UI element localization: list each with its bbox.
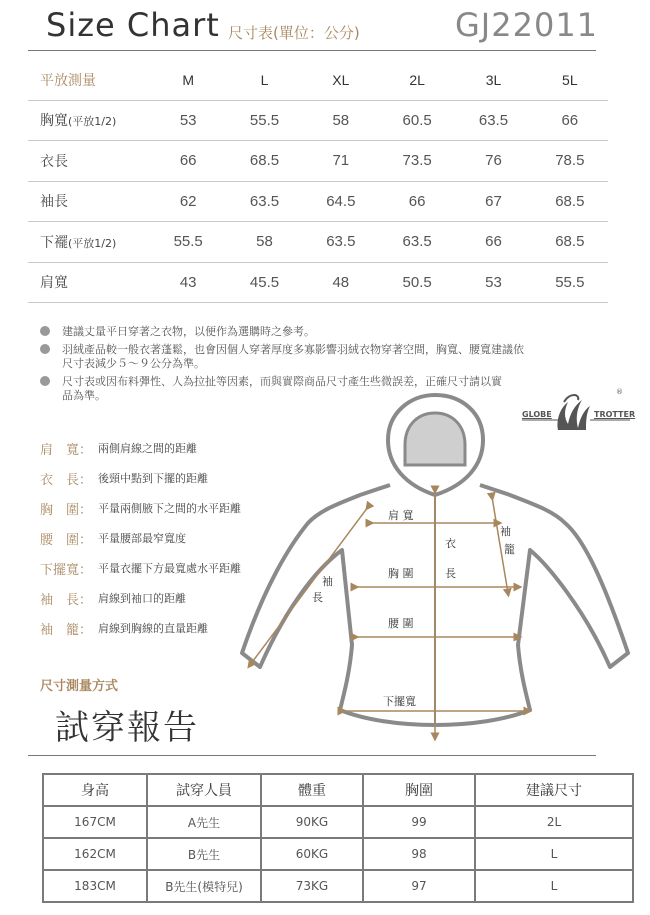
cell: 63.5 bbox=[303, 222, 379, 263]
header-divider bbox=[28, 50, 596, 51]
cell: 53 bbox=[455, 262, 531, 303]
sleeve-label-2: 長 bbox=[312, 591, 323, 604]
definition-term: 肩 寬： bbox=[40, 442, 93, 458]
cell: 76 bbox=[455, 141, 531, 182]
cell: 71 bbox=[303, 141, 379, 182]
note-text: 羽絨產品較一般衣著蓬鬆，也會因個人穿著厚度多寡影響羽絨衣物穿著空間，胸寬、腰寬建議依尺寸表減少５～９公分為準。 bbox=[62, 343, 524, 370]
brand-left: GLOBE bbox=[522, 410, 552, 419]
definition-item bbox=[40, 583, 241, 613]
cell: 68.5 bbox=[532, 222, 608, 263]
row-label-note: (平放1/2) bbox=[68, 236, 117, 250]
definition-term: 衣 長： bbox=[40, 472, 93, 488]
fit-cell: 167CM bbox=[43, 806, 147, 838]
fit-table-header bbox=[43, 774, 633, 806]
bullet-icon bbox=[40, 376, 50, 386]
definition-term: 袖 籠： bbox=[40, 622, 93, 638]
definition-item bbox=[40, 493, 241, 523]
cell: 60.5 bbox=[379, 100, 455, 141]
waist-label: 腰 圍 bbox=[388, 617, 414, 630]
cell: 58 bbox=[303, 100, 379, 141]
definition-term: 腰 圍： bbox=[40, 532, 93, 548]
note-item bbox=[40, 325, 530, 339]
fit-cell: L bbox=[475, 838, 633, 870]
table-row bbox=[43, 870, 633, 902]
diagram-labels bbox=[312, 508, 515, 708]
note-text: 尺寸表或因布料彈性、人為拉扯等因素，而與實際商品尺寸產生些微誤差，正確尺寸請以實品為準。 bbox=[62, 375, 502, 402]
row-label-text: 袖長 bbox=[40, 194, 68, 211]
row-label-text: 衣長 bbox=[40, 153, 68, 170]
definition-desc: 平量衣擺下方最寬處水平距離 bbox=[98, 562, 241, 575]
fit-cell: 99 bbox=[363, 806, 475, 838]
cell: 66 bbox=[532, 100, 608, 141]
table-row bbox=[43, 806, 633, 838]
note-text: 建議丈量平日穿著之衣物，以便作為選購時之參考。 bbox=[62, 325, 315, 338]
cell: 43 bbox=[150, 262, 226, 303]
row-label bbox=[28, 222, 150, 263]
length-label-1: 衣 bbox=[445, 537, 456, 550]
fit-report-title: 試穿報告 bbox=[55, 708, 199, 748]
size-col: 2L bbox=[379, 60, 455, 100]
fit-header-cell: 試穿人員 bbox=[147, 774, 261, 806]
fit-cell: 2L bbox=[475, 806, 633, 838]
definition-item bbox=[40, 553, 241, 583]
cell: 58 bbox=[226, 222, 302, 263]
size-col: XL bbox=[303, 60, 379, 100]
bullet-icon bbox=[40, 344, 50, 354]
cell: 50.5 bbox=[379, 262, 455, 303]
product-code: GJ22011 bbox=[455, 6, 599, 44]
fit-cell: L bbox=[475, 870, 633, 902]
definition-item bbox=[40, 433, 241, 463]
definition-desc: 平量腰部最窄寬度 bbox=[98, 532, 186, 545]
fit-header-cell: 體重 bbox=[261, 774, 363, 806]
definition-term: 下擺寬： bbox=[40, 562, 93, 578]
cell: 68.5 bbox=[226, 141, 302, 182]
row-label-text: 肩寬 bbox=[40, 275, 68, 292]
table-row bbox=[28, 181, 608, 222]
definition-item bbox=[40, 463, 241, 493]
registered-mark: ® bbox=[616, 388, 623, 396]
fit-cell: 60KG bbox=[261, 838, 363, 870]
armhole-label-2: 籠 bbox=[504, 543, 515, 556]
cell: 45.5 bbox=[226, 262, 302, 303]
size-col: M bbox=[150, 60, 226, 100]
cell: 53 bbox=[150, 100, 226, 141]
definition-desc: 後頸中點到下擺的距離 bbox=[98, 472, 208, 485]
cell: 64.5 bbox=[303, 181, 379, 222]
table-row bbox=[28, 222, 608, 263]
definition-item bbox=[40, 523, 241, 553]
cell: 68.5 bbox=[532, 181, 608, 222]
definition-desc: 平量兩側腋下之間的水平距離 bbox=[98, 502, 241, 515]
bullet-icon bbox=[40, 326, 50, 336]
size-col: L bbox=[226, 60, 302, 100]
shoulder-label: 肩 寬 bbox=[388, 509, 414, 522]
chest-label: 胸 圍 bbox=[388, 567, 414, 580]
definition-desc: 肩線到袖口的距離 bbox=[98, 592, 186, 605]
size-col: 3L bbox=[455, 60, 531, 100]
table-row bbox=[43, 838, 633, 870]
table-row bbox=[28, 141, 608, 182]
sleeve-label-1: 袖 bbox=[322, 575, 333, 588]
cell: 55.5 bbox=[532, 262, 608, 303]
row-label-text: 胸寬 bbox=[40, 113, 68, 130]
size-table bbox=[28, 60, 608, 303]
cell: 62 bbox=[150, 181, 226, 222]
fit-cell: 98 bbox=[363, 838, 475, 870]
table-row bbox=[28, 262, 608, 303]
fit-cell: B先生 bbox=[147, 838, 261, 870]
fit-divider bbox=[28, 755, 596, 756]
cell: 67 bbox=[455, 181, 531, 222]
cell: 63.5 bbox=[379, 222, 455, 263]
definition-desc: 兩側肩線之間的距離 bbox=[98, 442, 197, 455]
row-label bbox=[28, 181, 150, 222]
header-label: 平放測量 bbox=[28, 60, 150, 100]
cell: 73.5 bbox=[379, 141, 455, 182]
cell: 66 bbox=[379, 181, 455, 222]
cell: 63.5 bbox=[226, 181, 302, 222]
fit-header-cell: 建議尺寸 bbox=[475, 774, 633, 806]
row-label-note: (平放1/2) bbox=[68, 115, 117, 129]
definitions-list bbox=[40, 433, 241, 643]
length-label-2: 長 bbox=[445, 567, 456, 580]
row-label bbox=[28, 100, 150, 141]
fit-cell: 73KG bbox=[261, 870, 363, 902]
cell: 48 bbox=[303, 262, 379, 303]
unit-subtitle: 尺寸表(單位：公分) bbox=[228, 24, 360, 42]
fit-cell: 162CM bbox=[43, 838, 147, 870]
size-table-header bbox=[28, 60, 608, 100]
hem-label: 下擺寬 bbox=[383, 695, 416, 708]
cell: 78.5 bbox=[532, 141, 608, 182]
fit-cell: 183CM bbox=[43, 870, 147, 902]
fit-cell: B先生(模特兒) bbox=[147, 870, 261, 902]
jacket-diagram bbox=[230, 385, 635, 745]
fit-cell: 97 bbox=[363, 870, 475, 902]
fit-report-table bbox=[42, 773, 634, 903]
cell: 66 bbox=[150, 141, 226, 182]
cell: 55.5 bbox=[150, 222, 226, 263]
definition-item bbox=[40, 613, 241, 643]
fit-cell: 90KG bbox=[261, 806, 363, 838]
cell: 63.5 bbox=[455, 100, 531, 141]
fit-header-cell: 身高 bbox=[43, 774, 147, 806]
header bbox=[0, 0, 650, 55]
row-label bbox=[28, 262, 150, 303]
row-label bbox=[28, 141, 150, 182]
cell: 55.5 bbox=[226, 100, 302, 141]
table-row bbox=[28, 100, 608, 141]
fit-cell: A先生 bbox=[147, 806, 261, 838]
row-label-text: 下襬 bbox=[40, 234, 68, 251]
definition-term: 胸 圍： bbox=[40, 502, 93, 518]
page-title: Size Chart bbox=[46, 6, 220, 44]
brand-right: TROTTER bbox=[594, 410, 636, 419]
cell: 66 bbox=[455, 222, 531, 263]
definition-term: 袖 長： bbox=[40, 592, 93, 608]
note-item bbox=[40, 343, 530, 371]
armhole-label-1: 袖 bbox=[500, 525, 511, 538]
fit-header-cell: 胸圍 bbox=[363, 774, 475, 806]
definition-desc: 肩線到胸線的直量距離 bbox=[98, 622, 208, 635]
hood-lining bbox=[405, 413, 465, 465]
measure-method-label: 尺寸測量方式 bbox=[40, 679, 119, 694]
size-col: 5L bbox=[532, 60, 608, 100]
